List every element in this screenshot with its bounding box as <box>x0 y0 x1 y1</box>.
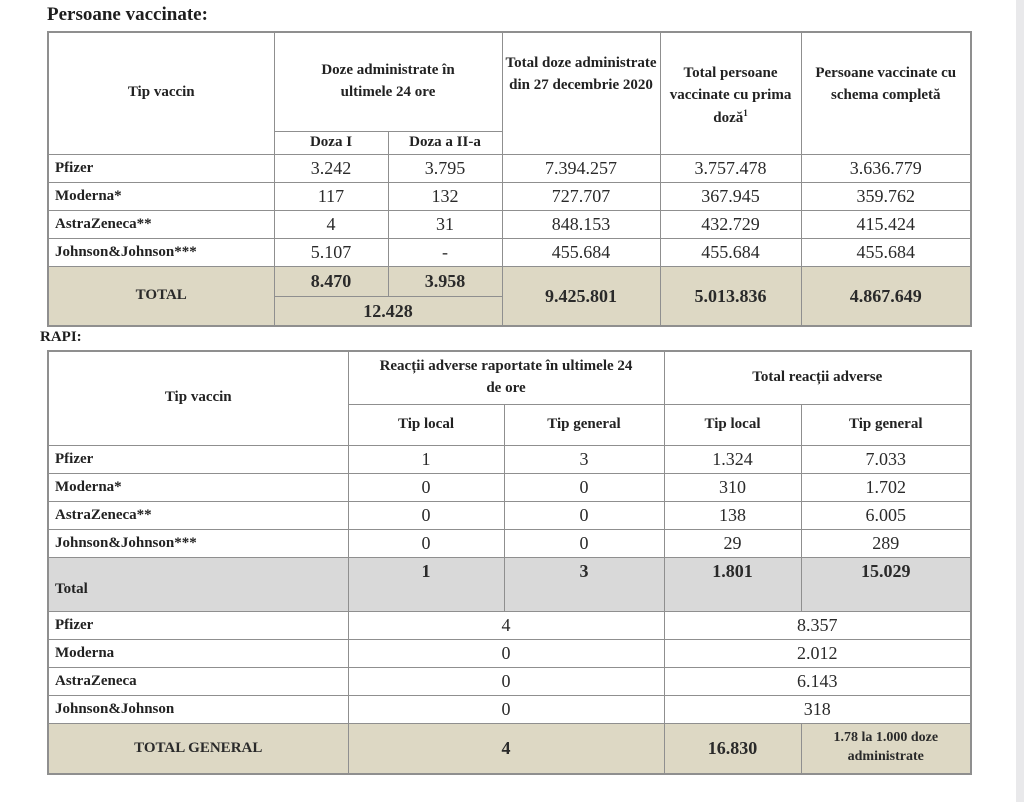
local-24h-value: 0 <box>348 501 504 529</box>
vaccine-name: Pfizer <box>48 611 348 639</box>
table-row <box>48 238 971 266</box>
total-label: TOTAL <box>48 266 274 326</box>
general-24h-value: 0 <box>504 501 664 529</box>
footnote-marker: 1 <box>743 107 748 118</box>
general-total-value: 6.005 <box>801 501 971 529</box>
general-24h-value: 0 <box>504 529 664 557</box>
header-total-reactions: Total reacții adverse <box>664 351 971 404</box>
complete-value: 359.762 <box>801 182 971 210</box>
grand-total-label: TOTAL GENERAL <box>48 723 348 774</box>
header-dose-1: Doza I <box>274 131 388 154</box>
table-row <box>48 210 971 238</box>
summary-row <box>48 611 971 639</box>
vaccine-name: Johnson&Johnson*** <box>48 529 348 557</box>
first-dose-value: 367.945 <box>660 182 801 210</box>
complete-value: 455.684 <box>801 238 971 266</box>
vaccine-name: Moderna* <box>48 473 348 501</box>
vaccine-name: AstraZeneca <box>48 667 348 695</box>
local-total-value: 310 <box>664 473 801 501</box>
summary-24h-value: 0 <box>348 667 664 695</box>
first-dose-value: 432.729 <box>660 210 801 238</box>
header-local-total: Tip local <box>664 404 801 445</box>
header-reactions-24h: Reacții adverse raportate în ultimele 24 de ore <box>348 351 664 404</box>
dose2-value: - <box>388 238 502 266</box>
header-vaccine-type: Tip vaccin <box>48 351 348 445</box>
dose2-value: 3.795 <box>388 154 502 182</box>
table-row <box>48 501 971 529</box>
header-general-total: Tip general <box>801 404 971 445</box>
total-general-total: 15.029 <box>801 557 971 611</box>
general-total-value: 289 <box>801 529 971 557</box>
grand-total-24h: 4 <box>348 723 664 774</box>
dose1-value: 3.242 <box>274 154 388 182</box>
vaccine-name: Moderna* <box>48 182 274 210</box>
rapi-table <box>47 350 972 775</box>
total-dose2: 3.958 <box>388 266 502 296</box>
vaccinated-table <box>47 31 972 327</box>
summary-24h-value: 4 <box>348 611 664 639</box>
table-row <box>48 445 971 473</box>
header-general-24h: Tip general <box>504 404 664 445</box>
vaccine-name: Johnson&Johnson*** <box>48 238 274 266</box>
summary-total-value: 318 <box>664 695 971 723</box>
total-doses-sum: 9.425.801 <box>502 266 660 326</box>
summary-row <box>48 667 971 695</box>
total-doses-value: 7.394.257 <box>502 154 660 182</box>
local-24h-value: 0 <box>348 529 504 557</box>
scrollbar-track[interactable] <box>1016 0 1024 802</box>
vaccinated-section-title: Persoane vaccinate: <box>47 4 208 25</box>
total-local-24h: 1 <box>348 557 504 611</box>
summary-total-value: 6.143 <box>664 667 971 695</box>
complete-value: 3.636.779 <box>801 154 971 182</box>
general-24h-value: 3 <box>504 445 664 473</box>
summary-24h-value: 0 <box>348 695 664 723</box>
dose1-value: 4 <box>274 210 388 238</box>
total-row <box>48 266 971 296</box>
summary-total-value: 8.357 <box>664 611 971 639</box>
grand-total-row <box>48 723 971 774</box>
total-doses-value: 455.684 <box>502 238 660 266</box>
dose2-value: 132 <box>388 182 502 210</box>
grand-total-rate: 1.78 la 1.000 doze administrate <box>801 723 971 774</box>
total-dose1: 8.470 <box>274 266 388 296</box>
dose1-value: 117 <box>274 182 388 210</box>
local-24h-value: 1 <box>348 445 504 473</box>
dose1-value: 5.107 <box>274 238 388 266</box>
header-total-doses: Total doze administrate din 27 decembrie 2020 <box>502 32 660 154</box>
vaccine-name: AstraZeneca** <box>48 501 348 529</box>
header-dose-2: Doza a II-a <box>388 131 502 154</box>
header-complete-schema: Persoane vaccinate cu schema completă <box>801 32 971 154</box>
header-local-24h: Tip local <box>348 404 504 445</box>
general-total-value: 1.702 <box>801 473 971 501</box>
rapi-section-title: RAPI: <box>40 329 82 345</box>
total-row <box>48 557 971 611</box>
local-24h-value: 0 <box>348 473 504 501</box>
vaccine-name: Johnson&Johnson <box>48 695 348 723</box>
summary-24h-value: 0 <box>348 639 664 667</box>
table-row <box>48 154 971 182</box>
header-first-dose: Total persoane vaccinate cu prima doză$^1$ <box>660 32 801 154</box>
total-doses-24h-sum: 12.428 <box>274 296 502 326</box>
vaccine-name: Pfizer <box>48 445 348 473</box>
local-total-value: 138 <box>664 501 801 529</box>
vaccine-name: Moderna <box>48 639 348 667</box>
total-doses-value: 848.153 <box>502 210 660 238</box>
dose2-value: 31 <box>388 210 502 238</box>
total-label: Total <box>48 557 348 611</box>
local-total-value: 29 <box>664 529 801 557</box>
total-general-24h: 3 <box>504 557 664 611</box>
grand-total-value: 16.830 <box>664 723 801 774</box>
table-row <box>48 529 971 557</box>
first-dose-value: 3.757.478 <box>660 154 801 182</box>
local-total-value: 1.324 <box>664 445 801 473</box>
vaccine-name: Pfizer <box>48 154 274 182</box>
header-vaccine-type: Tip vaccin <box>48 32 274 154</box>
table-row <box>48 182 971 210</box>
summary-row <box>48 639 971 667</box>
total-first-dose: 5.013.836 <box>660 266 801 326</box>
general-total-value: 7.033 <box>801 445 971 473</box>
header-doses-24h: Doze administrate în ultimele 24 ore <box>274 32 502 131</box>
vaccine-name: AstraZeneca** <box>48 210 274 238</box>
complete-value: 415.424 <box>801 210 971 238</box>
total-local-total: 1.801 <box>664 557 801 611</box>
summary-total-value: 2.012 <box>664 639 971 667</box>
total-doses-value: 727.707 <box>502 182 660 210</box>
first-dose-value: 455.684 <box>660 238 801 266</box>
general-24h-value: 0 <box>504 473 664 501</box>
table-row <box>48 473 971 501</box>
summary-row <box>48 695 971 723</box>
total-complete: 4.867.649 <box>801 266 971 326</box>
